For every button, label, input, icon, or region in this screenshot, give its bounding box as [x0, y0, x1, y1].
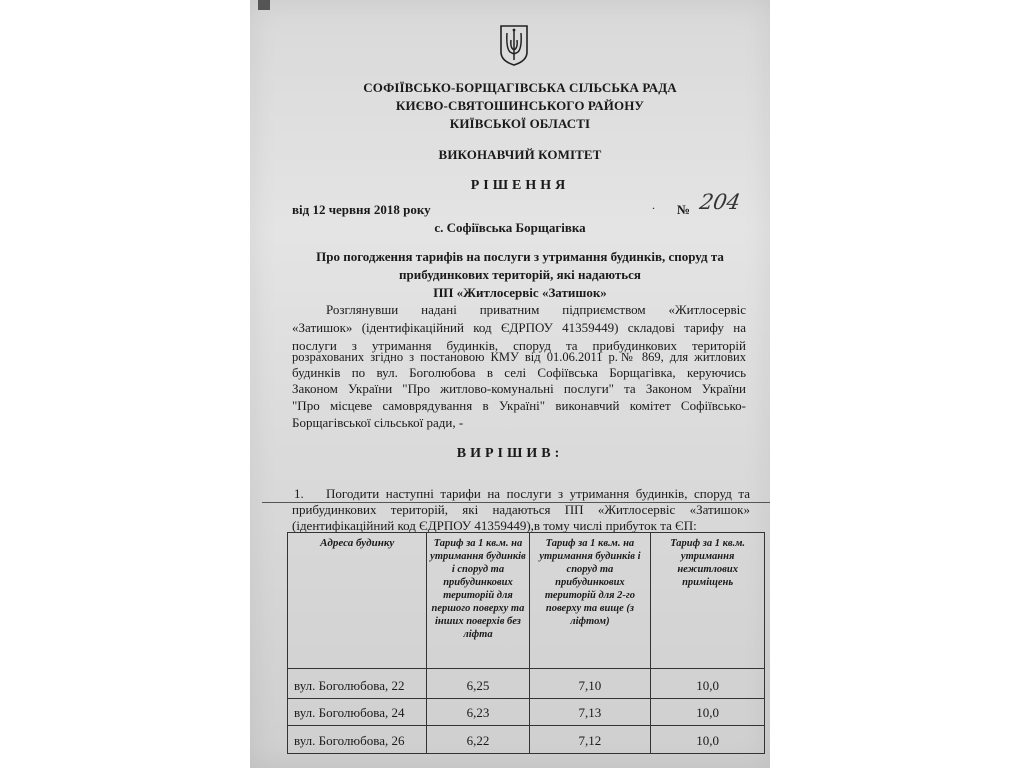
- table-cell-tariff-lift: 7,12: [529, 726, 651, 754]
- table-cell-tariff-nonresidential: 10,0: [651, 726, 765, 754]
- table-cell-tariff-no-lift: 6,23: [427, 699, 529, 726]
- table-header-address: Адреса будинку: [288, 533, 427, 669]
- preamble-line7: "Про місцеве самоврядування в Україні" виконавчий комітет Софіївсько-: [292, 398, 746, 413]
- council-name-line2: КИЄВО-СВЯТОШИНСЬКОГО РАЙОНУ: [395, 98, 645, 113]
- preamble-line2: «Затишок» (ідентифікаційний код ЄДРПОУ 41359449) складові тарифу на: [292, 320, 746, 335]
- document-title-line3: ПП «Житлосервіс «Затишок»: [433, 285, 607, 300]
- tariff-table: [287, 532, 765, 754]
- table-cell-tariff-no-lift: 6,22: [427, 726, 529, 754]
- document-title-line2: прибудинкових територій, які надаються: [399, 267, 641, 282]
- table-row: [288, 699, 765, 726]
- table-header-tariff-lift: Тариф за 1 кв.м. на утримання будинків і споруд та прибудинкових територій для 2-го поверху та вище (з ліфтом): [529, 533, 651, 669]
- table-cell-address: вул. Боголюбова, 26: [288, 726, 427, 754]
- decision-number-label: №: [677, 202, 691, 217]
- council-name-line3: КИЇВСЬКОЇ ОБЛАСТІ: [449, 116, 591, 131]
- preamble-line3: послуги з утримання будинків, споруд та прибудинкових територій: [292, 338, 746, 353]
- decision-place: с. Софіївська Борщагівка: [434, 220, 586, 235]
- document-type: РІШЕННЯ: [470, 178, 570, 193]
- decision-heading: ВИРІШИВ:: [456, 446, 564, 461]
- table-cell-tariff-lift: 7,10: [529, 669, 651, 699]
- trident-crest-icon: [499, 24, 529, 66]
- item1-line2: прибудинкових територій, які надаються ПП «Житлосервіс «Затишок»: [292, 502, 750, 517]
- decision-number-handwritten: 204: [697, 190, 743, 214]
- table-cell-tariff-nonresidential: 10,0: [651, 669, 765, 699]
- preamble-line6: Законом України "Про житлово-комунальні послуги" та Законом України: [292, 381, 746, 396]
- table-cell-tariff-nonresidential: 10,0: [651, 699, 765, 726]
- table-cell-address: вул. Боголюбова, 22: [288, 669, 427, 699]
- item1-number: 1.: [294, 486, 304, 501]
- item1-line3: (ідентифікаційний код ЄДРПОУ 41359449),в тому числі прибуток та ЄП:: [292, 518, 697, 533]
- council-name-line1: СОФІЇВСЬКО-БОРЩАГІВСЬКА СІЛЬСЬКА РАДА: [363, 80, 677, 95]
- table-header-tariff-no-lift: Тариф за 1 кв.м. на утримання будинків і споруд та прибудинкових територій для першого поверху та інших поверхів без ліфта: [427, 533, 529, 669]
- table-row: [288, 669, 765, 699]
- item1-line1: Погодити наступні тарифи на послуги з утримання будинків, споруд та: [326, 486, 750, 501]
- table-header-tariff-nonresidential: Тариф за 1 кв.м. утримання нежитлових приміщень: [651, 533, 765, 669]
- table-cell-address: вул. Боголюбова, 24: [288, 699, 427, 726]
- table-cell-tariff-lift: 7,13: [529, 699, 651, 726]
- preamble-line5: будинків по вул. Боголюбова в селі Софіївська Борщагівка, керуючись: [292, 365, 746, 380]
- preamble-line1: Розглянувши надані приватним підприємством «Житлосервіс: [326, 302, 746, 317]
- table-cell-tariff-no-lift: 6,25: [427, 669, 529, 699]
- table-row: [288, 726, 765, 754]
- decision-date: від 12 червня 2018 року: [292, 202, 431, 217]
- decision-number-dots: .: [652, 198, 655, 212]
- preamble-line8: Борщагівської сільської ради, -: [292, 415, 464, 430]
- document-title-line1: Про погодження тарифів на послуги з утримання будинків, споруд та: [316, 249, 724, 264]
- committee-title: ВИКОНАВЧИЙ КОМІТЕТ: [438, 147, 602, 162]
- preamble-line4: розрахованих згідно з постановою КМУ від 01.06.2011 р.№ 869, для житлових: [292, 350, 746, 364]
- scanner-edge-mark: [258, 0, 270, 10]
